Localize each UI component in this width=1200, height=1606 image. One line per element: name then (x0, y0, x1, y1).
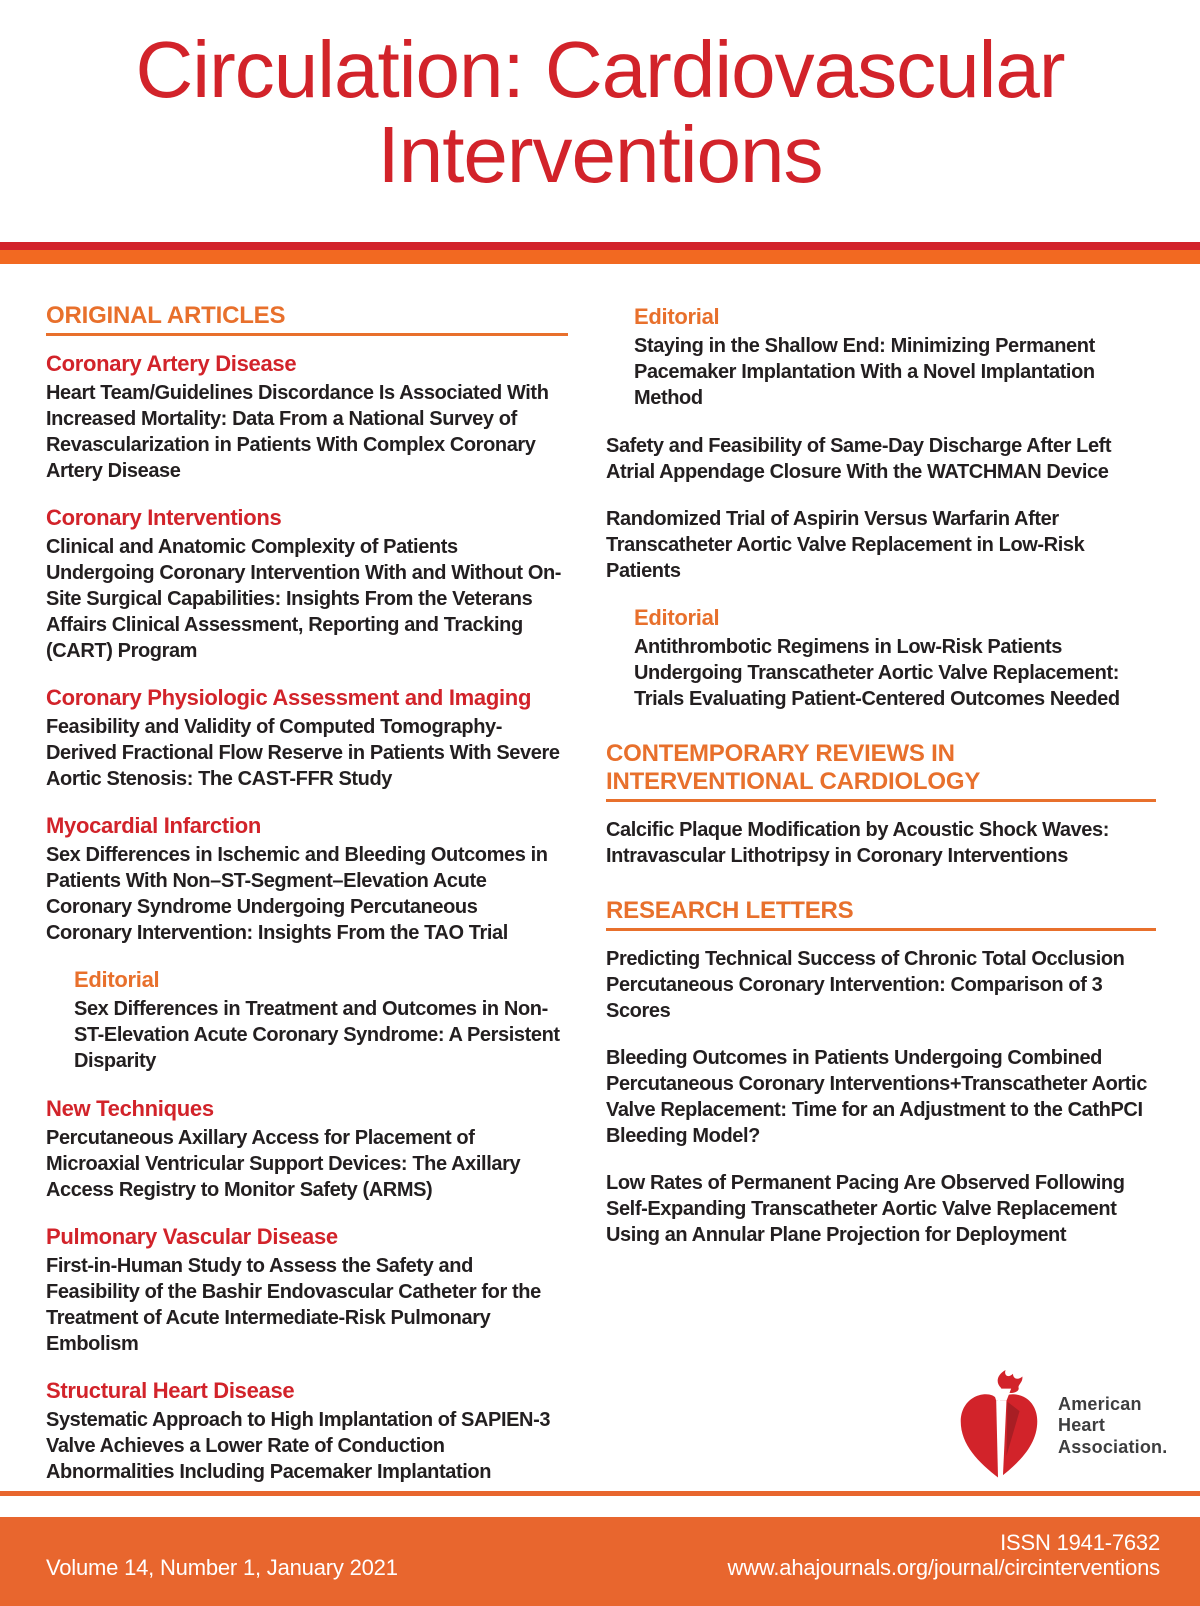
editorial-article-title: Sex Differences in Treatment and Outcomes in Non-ST-Elevation Acute Coronary Syndrome: A Persistent Disparity (74, 998, 560, 1072)
editorial-label: Editorial (634, 605, 720, 630)
article-title: Low Rates of Permanent Pacing Are Observed Following Self-Expanding Transcatheter Aortic Valve Replacement Using an Annular Plane Projection for Deployment (606, 1172, 1125, 1246)
topic-heading: New Techniques (46, 1096, 214, 1121)
article-title: Calcific Plaque Modification by Acoustic Shock Waves: Intravascular Lithotripsy in Coronary Interventions (606, 819, 1109, 867)
aha-logo-wordmark (1058, 1394, 1167, 1459)
footer-thin-rule (0, 1491, 1200, 1496)
article-title: Predicting Technical Success of Chronic Total Occlusion Percutaneous Coronary Intervention: Comparison of 3 Scores (606, 948, 1125, 1022)
masthead-orange-rule (0, 250, 1200, 264)
aha-word-heart: Heart (1058, 1415, 1106, 1436)
aha-heart-torch-icon (948, 1370, 1050, 1482)
masthead-red-rule (0, 242, 1200, 250)
topic-heading: Coronary Artery Disease (46, 351, 297, 376)
section-header: ORIGINAL ARTICLES (46, 302, 568, 336)
footer-right-block (728, 1530, 1160, 1580)
toc-column-left (46, 302, 568, 1506)
topic-heading: Coronary Physiologic Assessment and Imaging (46, 685, 532, 710)
article-title: Feasibility and Validity of Computed Tomography-Derived Fractional Flow Reserve in Patients With Severe Aortic Stenosis: The CAST-FFR Study (46, 716, 560, 790)
footer-journal-url: www.ahajournals.org/journal/circinterventions (727, 1555, 1160, 1580)
editorial-item (634, 605, 1156, 712)
article-title: First-in-Human Study to Assess the Safety and Feasibility of the Bashir Endovascular Catheter for the Treatment of Acute Intermediate-Risk Pulmonary Embolism (46, 1255, 541, 1355)
footer-volume-issue-date: Volume 14, Number 1, January 2021 (46, 1555, 398, 1580)
article-title: Systematic Approach to High Implantation of SAPIEN-3 Valve Achieves a Lower Rate of Conduction Abnormalities Including Pacemaker Implantation (46, 1409, 551, 1483)
topic-heading: Coronary Interventions (46, 505, 282, 530)
footer-issn: ISSN 1941-7632 (1000, 1530, 1160, 1555)
article-title: Sex Differences in Ischemic and Bleeding Outcomes in Patients With Non–ST-Segment–Elevation Acute Coronary Syndrome Undergoing Percutaneous Coronary Intervention: Insights From the TAO Trial (46, 844, 548, 944)
aha-word-american: American (1058, 1393, 1142, 1414)
editorial-article-title: Antithrombotic Regimens in Low-Risk Patients Undergoing Transcatheter Aortic Valve Replacement: Trials Evaluating Patient-Centered Outcomes Needed (634, 636, 1120, 710)
article-title: Clinical and Anatomic Complexity of Patients Undergoing Coronary Intervention With and Without On-Site Surgical Capabilities: Insights From the Veterans Affairs Clinical Assessment, Reporting and Tracking (CART) Program (46, 536, 562, 662)
aha-logo (948, 1370, 1167, 1482)
article-title: Heart Team/Guidelines Discordance Is Associated With Increased Mortality: Data From a National Survey of Revascularization in Patients With Complex Coronary Artery Disease (46, 382, 549, 482)
aha-word-association: Association. (1058, 1436, 1168, 1457)
footer-bar (0, 1517, 1200, 1606)
article-title: Percutaneous Axillary Access for Placement of Microaxial Ventricular Support Devices: The Axillary Access Registry to Monitor Safety (ARMS) (46, 1127, 521, 1201)
section-header: RESEARCH LETTERS (606, 897, 1156, 931)
section-header: CONTEMPORARY REVIEWS IN INTERVENTIONAL CARDIOLOGY (606, 740, 1156, 802)
article-title: Bleeding Outcomes in Patients Undergoing Combined Percutaneous Coronary Interventions+Transcatheter Aortic Valve Replacement: Time for an Adjustment to the CathPCI Bleeding Model? (606, 1047, 1147, 1147)
editorial-label: Editorial (74, 967, 160, 992)
topic-heading: Myocardial Infarction (46, 813, 261, 838)
journal-title: Circulation: Cardiovascular Interventions (135, 25, 1065, 199)
editorial-item (74, 967, 568, 1074)
editorial-article-title: Staying in the Shallow End: Minimizing Permanent Pacemaker Implantation With a Novel Implantation Method (634, 335, 1095, 409)
editorial-item (634, 304, 1156, 411)
topic-heading: Structural Heart Disease (46, 1378, 295, 1403)
article-title: Randomized Trial of Aspirin Versus Warfarin After Transcatheter Aortic Valve Replacement in Low-Risk Patients (606, 508, 1085, 582)
toc-column-right (606, 302, 1156, 1269)
editorial-label: Editorial (634, 304, 720, 329)
topic-heading: Pulmonary Vascular Disease (46, 1224, 338, 1249)
article-title: Safety and Feasibility of Same-Day Discharge After Left Atrial Appendage Closure With the WATCHMAN Device (606, 435, 1112, 483)
